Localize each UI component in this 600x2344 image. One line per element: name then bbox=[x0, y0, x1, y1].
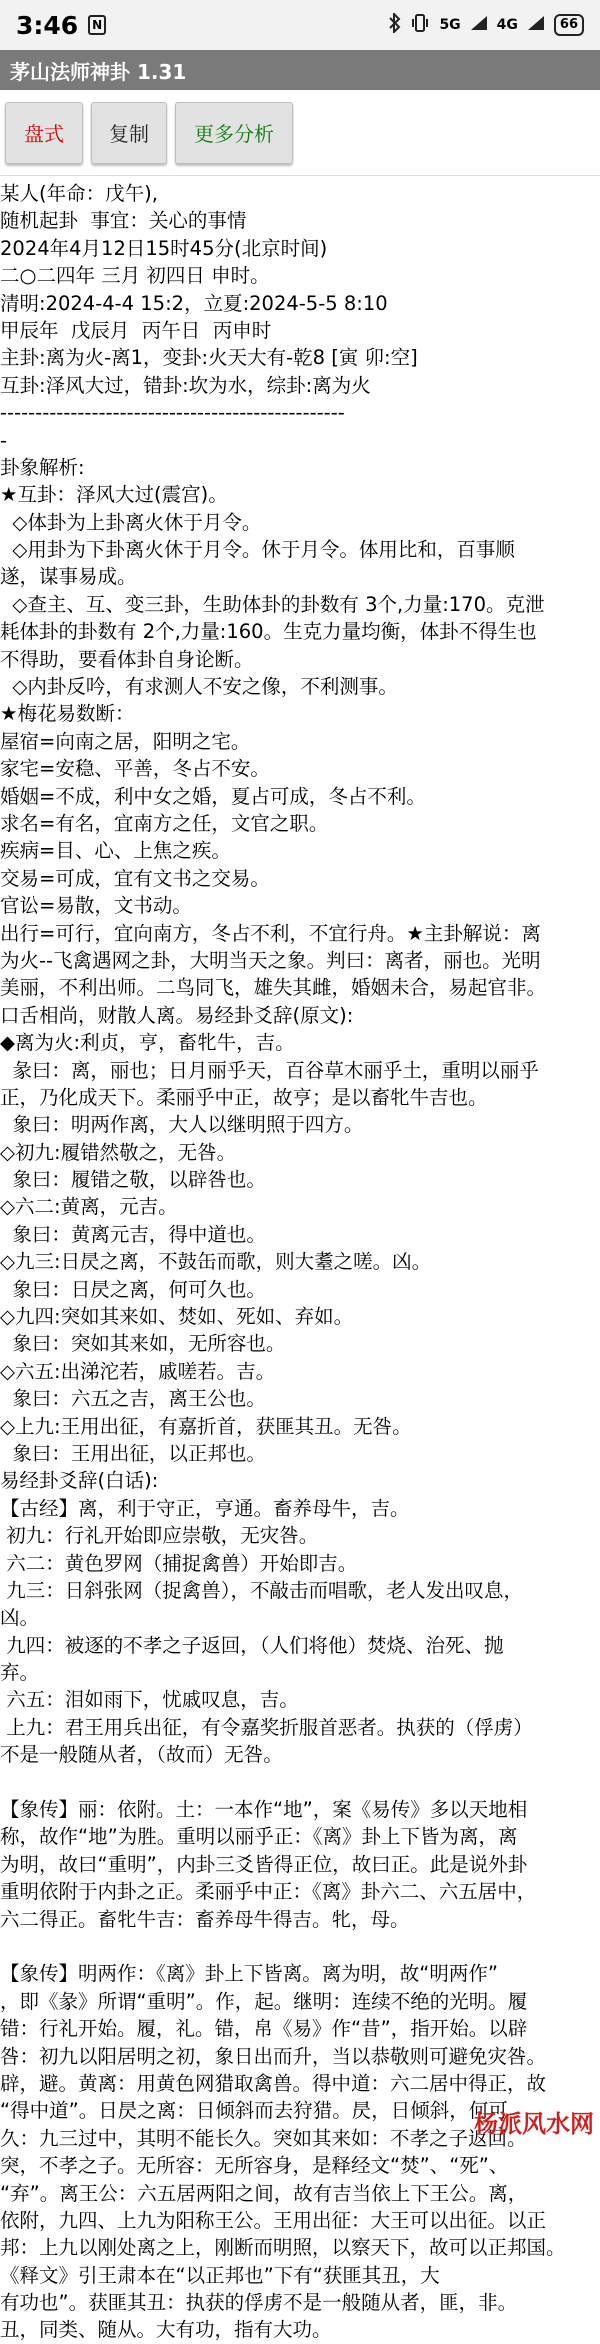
text-line: 【象传】明两作：《离》卦上下皆离。离为明，故“明两作” bbox=[0, 1962, 498, 1986]
status-left bbox=[16, 11, 106, 40]
text-line: 主卦:离为火-离1，变卦:火天大有-乾8 [寅 卯:空] bbox=[0, 346, 418, 370]
text-line: 九四：被逐的不孝之子返回，（人们将他）焚烧、治死、抛 bbox=[0, 1633, 504, 1657]
text-line: 象曰：明两作离，大人以继明照于四方。 bbox=[0, 1113, 364, 1137]
text-line: ◇六五:出涕沱若，戚嗟若。吉。 bbox=[0, 1359, 276, 1383]
text-line: 官讼=易散，文书动。 bbox=[0, 894, 192, 918]
text-line: ◇体卦为上卦离火休于月令。 bbox=[0, 510, 262, 534]
text-line: 依附，九四、上九为阳称王公。王用出征：大王可以出征。以正 bbox=[0, 2208, 547, 2232]
toolbar bbox=[0, 90, 600, 176]
text-line: 卦象解析: bbox=[0, 455, 85, 479]
text-line: 象曰：履错之敬，以辟咎也。 bbox=[0, 1168, 266, 1192]
status-right bbox=[389, 13, 584, 37]
text-line: 六二：黄色罗网（捕捉禽兽）开始即吉。 bbox=[0, 1551, 358, 1575]
text-line: ★互卦：泽风大过(震宫)。 bbox=[0, 483, 228, 507]
text-line: 不是一般随从者，（故而）无咎。 bbox=[0, 1743, 283, 1767]
text-line: ，即《彖》所谓“重明”。作，起。继明：连续不绝的光明。履 bbox=[0, 1989, 528, 2013]
text-line: 丑，同类、随从。大有功，指有大功。 bbox=[0, 2318, 332, 2342]
text-line: 家宅=安稳、平善，冬占不安。 bbox=[0, 757, 270, 781]
nfc-icon: N bbox=[88, 15, 106, 35]
text-line: 屋宿=向南之居，阳明之宅。 bbox=[0, 729, 251, 753]
signal-4g-label: 4G bbox=[496, 17, 518, 33]
text-line: 婚姻=不成，利中女之婚，夏占可成，冬占不利。 bbox=[0, 784, 426, 808]
text-line: - bbox=[0, 428, 8, 452]
text-line: 口舌相尚，财散人离。易经卦爻辞(原文): bbox=[0, 1003, 354, 1027]
status-bar bbox=[0, 0, 600, 50]
text-line: 象曰：王用出征，以正邦也。 bbox=[0, 1441, 266, 1465]
text-line: 有功也”。获匪其丑：执获的俘虏不是一般随从者，匪，非。 bbox=[0, 2291, 518, 2315]
text-line: 某人(年命：戊午), bbox=[0, 182, 158, 205]
text-line: 为火--飞禽遇网之卦，大明当天之象。判曰：离者，丽也。光明 bbox=[0, 948, 541, 972]
result-text-area[interactable] bbox=[0, 176, 600, 2344]
text-line: 二○二四年 三月 初四日 申时。 bbox=[0, 264, 270, 288]
battery-icon: 66 bbox=[554, 14, 584, 36]
text-line: 美丽，不利出师。二鸟同飞，雄失其雌，婚姻未合，易起官非。 bbox=[0, 976, 547, 1000]
text-line: ◆离为火:利贞，亨，畜牝牛，吉。 bbox=[0, 1031, 295, 1055]
text-line: 疾病=目、心、上焦之疾。 bbox=[0, 839, 231, 863]
text-line: 凶。 bbox=[0, 1606, 40, 1630]
text-line: 上九：君王用兵出征，有令嘉奖折服首恶者。执获的（俘虏） bbox=[0, 1715, 533, 1739]
pan-button[interactable]: 盘式 bbox=[5, 102, 83, 164]
text-line: 象曰：突如其来如，无所容也。 bbox=[0, 1332, 286, 1356]
text-line: 正，乃化成天下。柔丽乎中正，故亨；是以畜牝牛吉也。 bbox=[0, 1085, 488, 1109]
text-line: 象曰：六五之吉，离王公也。 bbox=[0, 1387, 266, 1411]
signal-5g-label: 5G bbox=[439, 17, 461, 33]
text-line: 咎：初九以阳居明之初，象日出而升，当以恭敬则可避免灾咎。 bbox=[0, 2044, 547, 2068]
text-line: 突，不孝之子。无所容：无所容身，是释经文“焚”、“死”、 bbox=[0, 2154, 509, 2178]
text-line: ◇上九:王用出征，有嘉折首，获匪其丑。无咎。 bbox=[0, 1414, 412, 1438]
text-line: 出行=可行，宜向南方，冬占不利，不宜行舟。★主卦解说：离 bbox=[0, 921, 541, 945]
text-line: 2024年4月12日15时45分(北京时间) bbox=[0, 236, 328, 260]
status-time: 3:46 bbox=[16, 10, 79, 40]
text-line: 遂，谋事易成。 bbox=[0, 565, 137, 589]
text-line: ------------------------------------------------- bbox=[0, 401, 345, 425]
text-line: “得中道”。日昃之离：日倾斜而去狩猎。昃，日倾斜，何可 bbox=[0, 2099, 508, 2123]
copy-button[interactable]: 复制 bbox=[91, 102, 167, 164]
text-line: 称，故作“地”为胜。重明以丽乎正：《离》卦上下皆为离，离 bbox=[0, 1825, 518, 1849]
text-line: ◇用卦为下卦离火休于月令。休于月令。体用比和，百事顺 bbox=[0, 538, 515, 562]
signal-icon bbox=[470, 15, 488, 35]
text-line: 甲辰年 戊辰月 丙午日 丙申时 bbox=[0, 318, 272, 342]
text-line: 六五：泪如雨下，忧戚叹息，吉。 bbox=[0, 1688, 299, 1712]
text-line: 象曰：黄离元吉，得中道也。 bbox=[0, 1222, 266, 1246]
text-line: 六二得正。畜牝牛吉：畜养母牛得吉。牝，母。 bbox=[0, 1907, 410, 1931]
app-title-bar bbox=[0, 50, 600, 90]
text-line: 重明依附于内卦之正。柔丽乎中正：《离》卦六二、六五居中， bbox=[0, 1880, 537, 1904]
bluetooth-icon bbox=[389, 13, 401, 37]
text-line: 交易=可成，宜有文书之交易。 bbox=[0, 866, 270, 890]
text-line bbox=[0, 1769, 600, 1796]
text-line: ◇内卦反吟，有求测人不安之像，不利测事。 bbox=[0, 675, 398, 699]
text-line: ◇查主、互、变三卦，生助体卦的卦数有 3个,力量:170。克泄 bbox=[0, 592, 545, 616]
text-line: 求名=有名，宜南方之任，文官之职。 bbox=[0, 811, 329, 835]
text-line: ◇九四:突如其来如、焚如、死如、弃如。 bbox=[0, 1305, 354, 1329]
text-line: 易经卦爻辞(白话): bbox=[0, 1469, 159, 1493]
text-line: 耗体卦的卦数有 2个,力量:160。生克力量均衡，体卦不得生也 bbox=[0, 620, 537, 644]
text-line: 互卦:泽风大过，错卦:坎为水，综卦:离为火 bbox=[0, 373, 371, 397]
text-line: 清明:2024-4-4 15:2，立夏:2024-5-5 8:10 bbox=[0, 291, 388, 315]
text-line: 《释文》引王肃本在“以正邦也”下有“获匪其丑，大 bbox=[0, 2263, 440, 2287]
text-line: 九三：日斜张网（捉禽兽），不敲击而唱歌，老人发出叹息， bbox=[0, 1578, 523, 1602]
text-line: “弃”。离王公：六五居两阳之间，故有吉当依上下王公。离， bbox=[0, 2181, 528, 2205]
text-line: 邦：上九以刚处离之上，刚断而明照，以察天下，故可以正邦国。 bbox=[0, 2236, 566, 2260]
text-line: 为明，故曰“重明”，内卦三爻皆得正位，故曰正。此是说外卦 bbox=[0, 1852, 528, 1876]
text-line: 久：九三过中，其明不能长久。突如其来如：不孝之子返回。 bbox=[0, 2126, 527, 2150]
text-line: ★梅花易数断： bbox=[0, 702, 135, 726]
text-line: 辟，避。黄离：用黄色网猎取禽兽。得中道：六二居中得正，故 bbox=[0, 2071, 547, 2095]
text-line: 初九：行礼开始即应崇敬，无灾咎。 bbox=[0, 1524, 319, 1548]
text-line: 彖曰：离，丽也；日月丽乎天，百谷草木丽乎土，重明以丽乎 bbox=[0, 1058, 539, 1082]
text-line: 错：行礼开始。履，礼。错，帛《易》作“昔”，指开始。以辟 bbox=[0, 2017, 528, 2041]
text-line: 象曰：日昃之离，何可久也。 bbox=[0, 1277, 266, 1301]
signal-icon-2 bbox=[527, 15, 545, 35]
text-line: 【古经】离，利于守正，亨通。畜养母牛，吉。 bbox=[0, 1496, 410, 1520]
text-line: ◇九三:日昃之离，不鼓缶而歌，则大耋之嗟。凶。 bbox=[0, 1250, 432, 1274]
text-line: 弃。 bbox=[0, 1661, 40, 1685]
text-line: 不得助，要看体卦自身论断。 bbox=[0, 647, 254, 671]
text-line: ◇初九:履错然敬之，无咎。 bbox=[0, 1140, 237, 1164]
app-title: 茅山法师神卦 1.31 bbox=[10, 59, 187, 84]
text-line bbox=[0, 1933, 600, 1960]
more-analysis-button[interactable]: 更多分析 bbox=[175, 102, 293, 164]
text-line: ◇六二:黄离，元吉。 bbox=[0, 1195, 178, 1219]
watermark: 杨派风水网 bbox=[474, 2109, 594, 2138]
text-line: 【象传】丽：依附。土：一本作“地”，案《易传》多以天地相 bbox=[0, 1798, 528, 1822]
vibrate-icon bbox=[410, 13, 430, 37]
text-line: 随机起卦 事宜：关心的事情 bbox=[0, 209, 247, 233]
